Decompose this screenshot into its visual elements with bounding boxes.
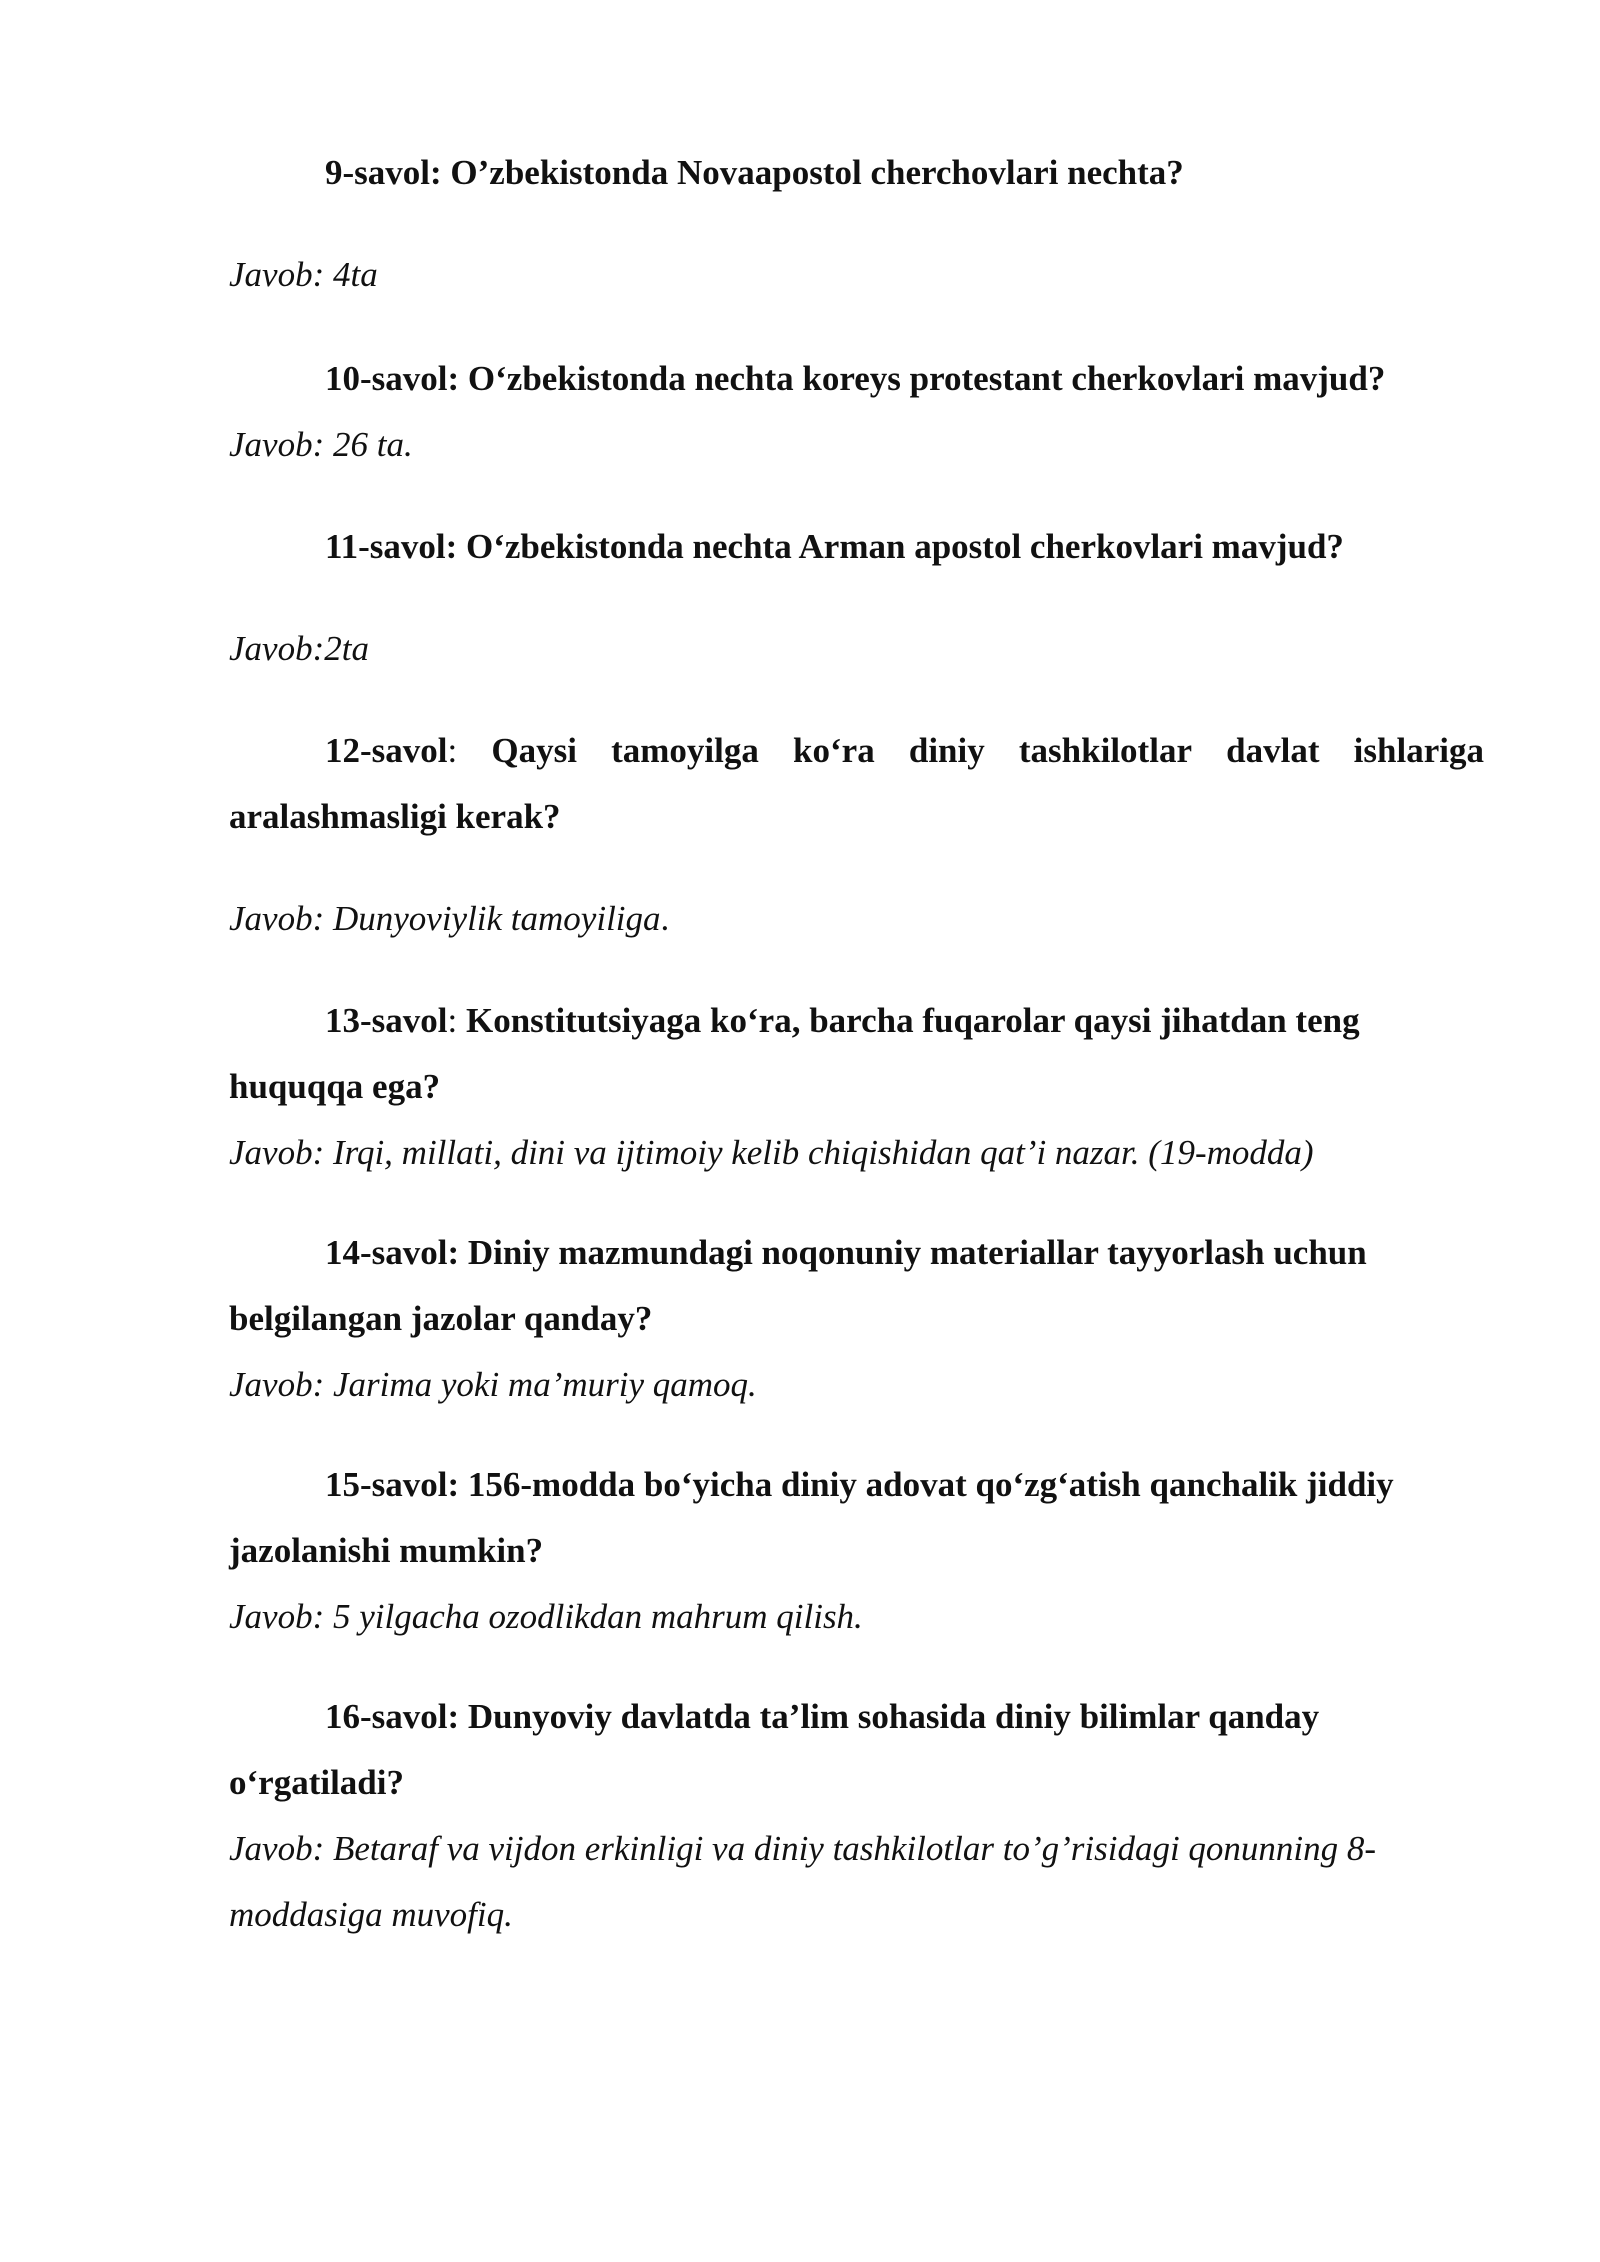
answer-15: Javob: 5 yilgacha ozodlikdan mahrum qilish. <box>229 1597 863 1636</box>
question-12-word: tashkilotlar <box>1018 731 1192 770</box>
question-12-line-1 <box>325 718 1484 784</box>
question-15-line-1 <box>229 1452 1394 1518</box>
question-14-line-1 <box>229 1220 1367 1286</box>
question-11-label: 11-savol: <box>325 527 458 566</box>
question-12-label: 12-savol: <box>325 731 458 770</box>
answer-16-line-2: moddasiga muvofiq. <box>229 1895 513 1934</box>
question-12-word: davlat <box>1226 731 1320 770</box>
question-10 <box>229 346 1385 412</box>
question-10-text: O‘zbekistonda nechta koreys protestant cherkovlari mavjud? <box>459 359 1386 398</box>
question-15-text: 156-modda bo‘yicha diniy adovat qo‘zg‘atish qanchalik jiddiy <box>459 1465 1394 1504</box>
question-14-text: Diniy mazmundagi noqonuniy materiallar tayyorlash uchun <box>459 1233 1367 1272</box>
question-11 <box>229 514 1344 580</box>
question-10-label: 10-savol: <box>325 359 460 398</box>
question-12-word: diniy <box>908 731 985 770</box>
question-16-line-2: o‘rgatiladi? <box>229 1763 404 1802</box>
question-9-text: O’zbekistonda Novaapostol cherchovlari nechta? <box>441 153 1184 192</box>
question-16-line-1 <box>229 1684 1319 1750</box>
question-13-line-1: 13-savol: Konstitutsiyaga ko‘ra, barcha fuqarolar qaysi jihatdan teng <box>325 1001 1360 1040</box>
question-13-line-2: huquqqa ega? <box>229 1067 441 1106</box>
question-13-label: 13-savol <box>325 1001 448 1040</box>
answer-13: Javob: Irqi, millati, dini va ijtimoiy kelib chiqishidan qat’i nazar. (19-modda) <box>229 1133 1314 1172</box>
answer-11: Javob:2ta <box>229 629 369 668</box>
question-13-text: Konstitutsiyaga ko‘ra, barcha fuqarolar qaysi jihatdan teng <box>457 1001 1360 1040</box>
question-9-label: 9-savol: <box>325 153 442 192</box>
question-12-word: ishlariga <box>1353 731 1484 770</box>
question-15-line-2: jazolanishi mumkin? <box>229 1531 544 1570</box>
question-12-word: Qaysi <box>491 731 577 770</box>
question-16-label: 16-savol: <box>325 1697 460 1736</box>
answer-14: Javob: Jarima yoki ma’muriy qamoq. <box>229 1365 757 1404</box>
answer-9: Javob: 4ta <box>229 255 378 294</box>
question-16-text: Dunyoviy davlatda ta’lim sohasida diniy bilimlar qanday <box>459 1697 1320 1736</box>
question-9 <box>229 140 1184 206</box>
answer-10: Javob: 26 ta. <box>229 425 413 464</box>
question-12-word: tamoyilga <box>611 731 759 770</box>
question-12-line-2: aralashmasligi kerak? <box>229 797 561 836</box>
question-12-word: ko‘ra <box>793 731 875 770</box>
question-15-label: 15-savol: <box>325 1465 460 1504</box>
question-14-label: 14-savol: <box>325 1233 460 1272</box>
answer-16-line-1: Javob: Betaraf va vijdon erkinligi va diniy tashkilotlar to’g’risidagi qonunning 8- <box>229 1829 1377 1868</box>
question-11-text: O‘zbekistonda nechta Arman apostol cherkovlari mavjud? <box>457 527 1344 566</box>
question-14-line-2: belgilangan jazolar qanday? <box>229 1299 653 1338</box>
answer-12: Javob: Dunyoviylik tamoyiliga. <box>229 899 670 938</box>
